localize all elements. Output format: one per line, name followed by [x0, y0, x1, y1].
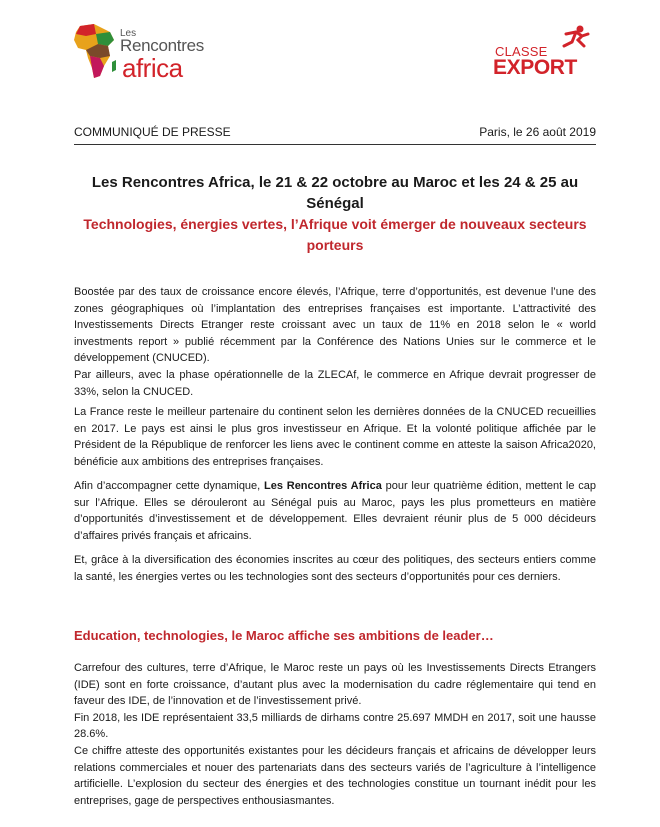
paragraph-1b: Par ailleurs, avec la phase opérationnelle de la ZLECAf, le commerce en Afrique devrait progresser de 33%, selon la CNUCED.: [74, 368, 596, 398]
paragraph-4: [74, 552, 596, 585]
press-label: COMMUNIQUÉ DE PRESSE: [74, 125, 231, 139]
paragraph-2: [74, 404, 596, 470]
section-heading: Education, technologies, le Maroc affiche ses ambitions de leader…: [74, 628, 494, 643]
page-subtitle: Technologies, énergies vertes, l’Afrique voit émerger de nouveaux secteurs porteurs: [83, 216, 587, 253]
paragraph-3-text: [74, 478, 596, 544]
runner-icon: [560, 24, 590, 50]
press-date: Paris, le 26 août 2019: [479, 125, 596, 139]
paragraph-3-pre: Afin d’accompagner cette dynamique,: [74, 480, 265, 492]
logo-les-text: Les: [120, 28, 137, 39]
classe-export-logo: [492, 24, 602, 80]
paragraph-1: [74, 284, 596, 400]
paragraph-4-text: Et, grâce à la diversification des économies inscrites au cœur des politiques, des secteurs entiers comme la santé, les énergies vertes ou les technologies sont des secteurs d’opportunités pour ces derniers.: [74, 554, 596, 583]
paragraph-3-post: pour leur quatrième édition, mettent le cap sur l’Afrique. Elles se dérouleront au Sénégal puis au Maroc, pays les plus prometteurs en matière d’opportunités d’investissement et de développement. Elles devraient réunir plus de 5 000 décideurs d’affaires privés français et africains.: [74, 480, 597, 542]
paragraph-5a: Carrefour des cultures, terre d’Afrique, le Maroc reste un pays où les Investissements Directs Etrangers (IDE) sont en forte croissance, d’autant plus avec la modernisation du cadre réglementaire qui tend en faveur des IDE, de l’innovation et de l’investissement privé.: [74, 662, 596, 708]
africa-map-icon: [72, 22, 118, 80]
press-header: [74, 124, 596, 145]
paragraph-5: [74, 660, 596, 809]
paragraph-3: [74, 478, 596, 544]
paragraph-3-bold: Les Rencontres Africa: [264, 480, 382, 492]
rencontres-africa-logo: [72, 22, 222, 82]
logo-rencontres-text: Rencontres: [120, 36, 204, 55]
page-title: Les Rencontres Africa, le 21 & 22 octobre au Maroc et les 24 & 25 au Sénégal: [91, 174, 579, 212]
paragraph-1a: Boostée par des taux de croissance encore élevés, l’Afrique, terre d’opportunités, est devenue l’une des zones géographiques où l’implantation des entreprises françaises est importante. L’attractivité des Investissements Directs Etranger reste croissant avec un taux de 11% en 2018 selon le « world investments report » publié récemment par la Conférence des Nations Unies sur le commerce et le développement (CNUCED).: [74, 286, 596, 365]
logo-classe-text: CLASSE: [495, 44, 548, 59]
paragraph-5c: Ce chiffre atteste des opportunités existantes pour les décideurs français et africains de développer leurs relations commerciales et nouer des partenariats dans des secteurs variés de l’agriculture à l’intelligence artificielle. L’explosion du secteur des énergies et des technologies constitue un tournant inédit pour les entreprises, gage de perspectives enthousiasmantes.: [74, 744, 596, 807]
logo-export-text: EXPORT: [493, 56, 577, 79]
paragraph-2-text: La France reste le meilleur partenaire du continent selon les dernières données de la CNUCED recueillies en 2017. Le pays est ainsi le plus gros investisseur en Afrique. Et la volonté politique affichée par le Président de la République de renforcer les liens avec le continent comme en atteste la saison Africa2020, bénéficie aux ambitions des entreprises françaises.: [74, 406, 596, 468]
paragraph-5b: Fin 2018, les IDE représentaient 33,5 milliards de dirhams contre 25.697 MMDH en 2017, soit une hausse 28.6%.: [74, 711, 596, 741]
logo-africa-text: africa: [122, 53, 183, 83]
